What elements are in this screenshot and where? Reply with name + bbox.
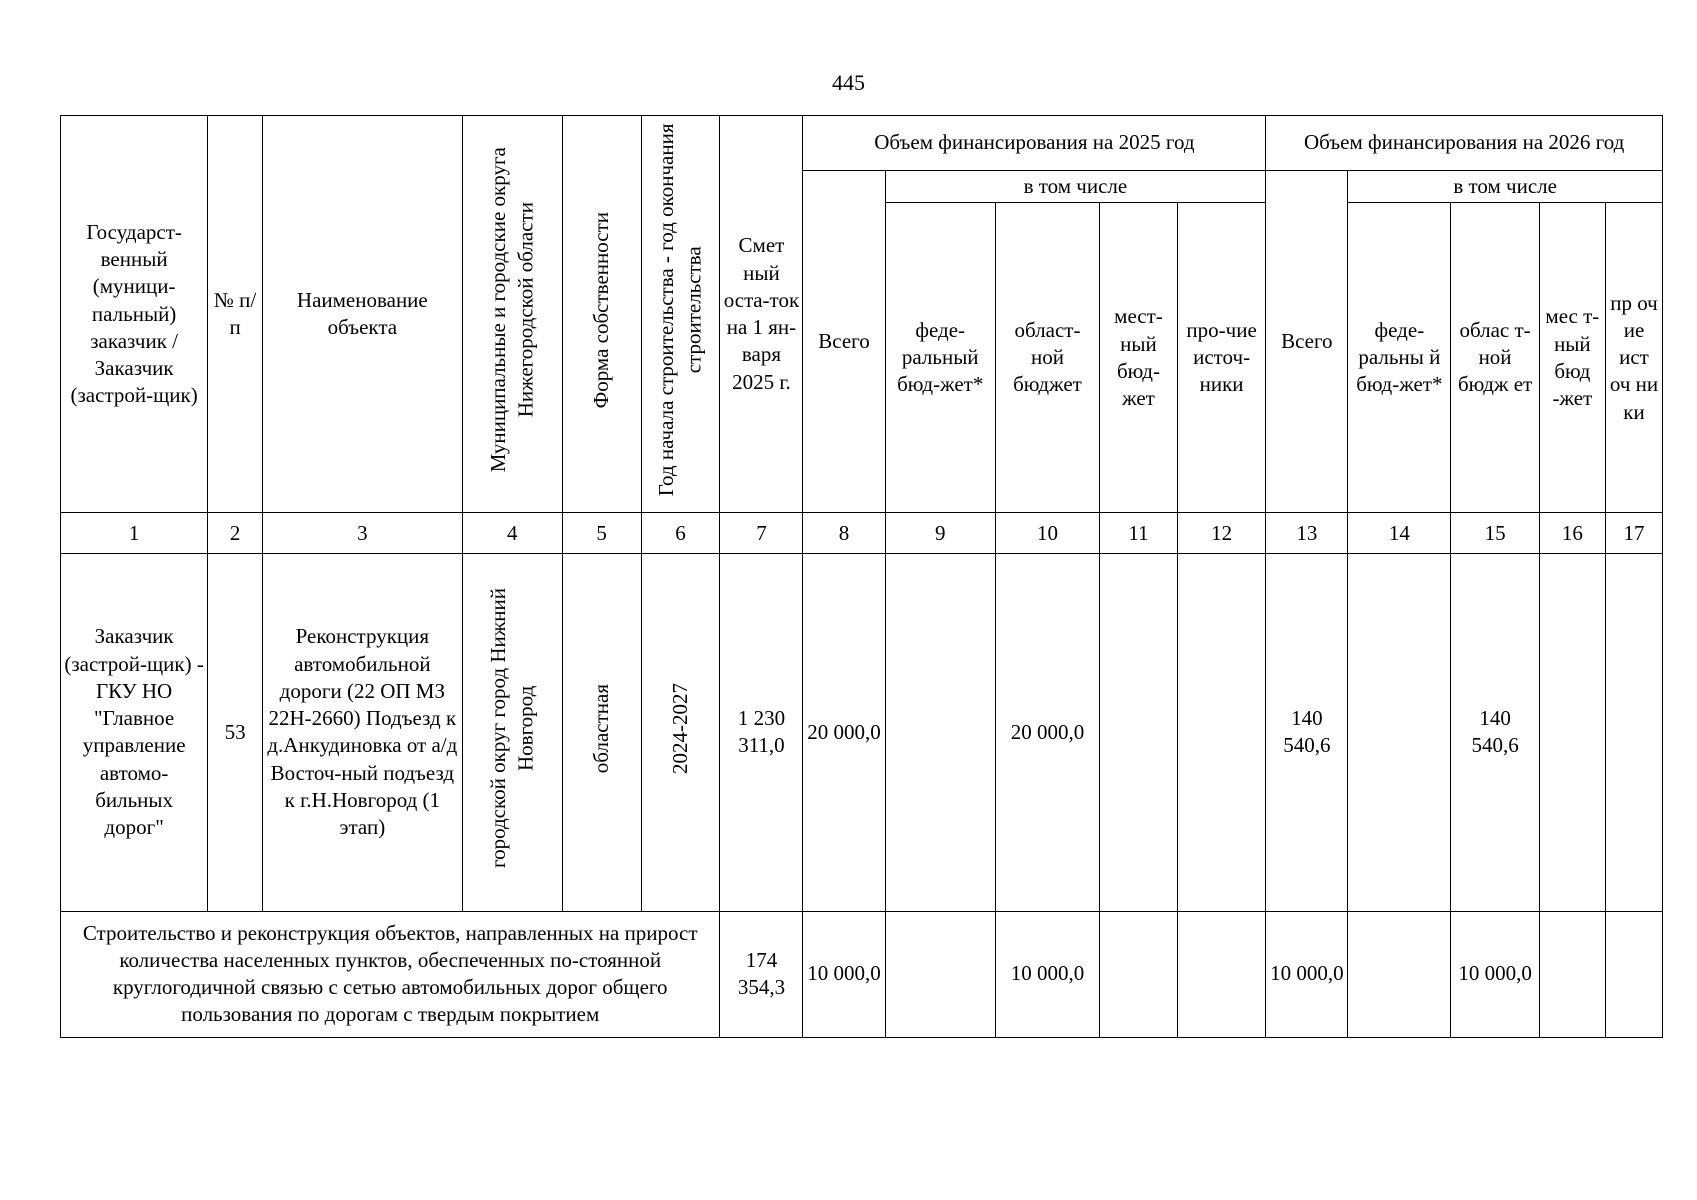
summary-other-2026 [1605, 911, 1662, 1037]
row-ownership-text: областная [588, 684, 613, 774]
column-number: 10 [995, 513, 1099, 554]
header-other-2026: пр оч ие ист оч ни ки [1605, 203, 1662, 513]
header-local-2025: мест-ный бюд-жет [1100, 203, 1178, 513]
header-federal-2026: феде-ральны й бюд-жет* [1348, 203, 1451, 513]
row-remainder: 1 230 311,0 [720, 554, 803, 911]
header-object-name: Наименование объекта [262, 116, 462, 513]
row-num: 53 [208, 554, 263, 911]
header-financing-2025: Объем финансирования на 2025 год [803, 116, 1266, 171]
row-regional-2025: 20 000,0 [995, 554, 1099, 911]
row-years [641, 554, 720, 911]
column-number-row [61, 513, 1663, 554]
row-other-2026 [1605, 554, 1662, 911]
header-years [641, 116, 720, 513]
summary-federal-2025 [885, 911, 995, 1037]
summary-federal-2026 [1348, 911, 1451, 1037]
header-row-1 [61, 116, 1663, 171]
column-number: 12 [1177, 513, 1265, 554]
header-local-2026: мес т-ный бюд -жет [1539, 203, 1605, 513]
header-financing-2026: Объем финансирования на 2026 год [1266, 116, 1663, 171]
summary-remainder: 174 354,3 [720, 911, 803, 1037]
row-ownership [562, 554, 641, 911]
row-total-2025: 20 000,0 [803, 554, 885, 911]
row-years-text: 2024-2027 [667, 683, 692, 775]
column-number: 15 [1451, 513, 1539, 554]
summary-local-2025 [1100, 911, 1178, 1037]
column-number: 16 [1539, 513, 1605, 554]
column-number: 4 [462, 513, 562, 554]
column-number: 8 [803, 513, 885, 554]
row-total-2026: 140 540,6 [1266, 554, 1348, 911]
column-number: 3 [262, 513, 462, 554]
column-number: 7 [720, 513, 803, 554]
table-row [61, 554, 1663, 911]
header-remainder: Смет ный остa-ток на 1 ян-варя 2025 г. [720, 116, 803, 513]
column-number: 13 [1266, 513, 1348, 554]
summary-other-2025 [1177, 911, 1265, 1037]
header-municipality [462, 116, 562, 513]
row-regional-2026: 140 540,6 [1451, 554, 1539, 911]
summary-regional-2026: 10 000,0 [1451, 911, 1539, 1037]
header-ownership [562, 116, 641, 513]
header-ownership-text: Форма собственности [588, 212, 613, 409]
row-other-2025 [1177, 554, 1265, 911]
column-number: 2 [208, 513, 263, 554]
column-number: 17 [1605, 513, 1662, 554]
row-local-2025 [1100, 554, 1178, 911]
header-other-2025: про-чие источ-ники [1177, 203, 1265, 513]
page-number: 445 [832, 70, 865, 95]
header-municipality-text: Муниципальные и городские округа Нижегородской области [485, 147, 538, 474]
summary-local-2026 [1539, 911, 1605, 1037]
column-number: 11 [1100, 513, 1178, 554]
column-number: 6 [641, 513, 720, 554]
row-object-name: Реконструкция автомобильной дороги (22 ОП МЗ 22Н-2660) Подъезд к д.Анкудиновка от а/д Восточ-ный подъезд к г.Н.Новгород (1 этап) [262, 554, 462, 911]
header-regional-2025: област-ной бюджет [995, 203, 1099, 513]
header-total-2025: Всего [803, 171, 885, 513]
header-customer: Государст-венный (муници-пальный) заказчик / Заказчик (застрой-щик) [61, 116, 208, 513]
row-federal-2025 [885, 554, 995, 911]
row-municipality [462, 554, 562, 911]
row-local-2026 [1539, 554, 1605, 911]
header-num: № п/п [208, 116, 263, 513]
summary-total-2026: 10 000,0 [1266, 911, 1348, 1037]
header-total-2026: Всего [1266, 171, 1348, 513]
row-federal-2026 [1348, 554, 1451, 911]
header-federal-2025: феде-ральный бюд-жет* [885, 203, 995, 513]
header-regional-2026: облас т-ной бюдж ет [1451, 203, 1539, 513]
row-municipality-text: городской округ город Нижний Новгород [485, 588, 538, 869]
header-including-2025: в том числе [885, 171, 1266, 203]
header-years-text: Год начала строительства - год окончания строительства [654, 124, 706, 497]
summary-row [61, 911, 1663, 1037]
column-number: 14 [1348, 513, 1451, 554]
summary-label: Строительство и реконструкция объектов, направленных на прирост количества населенных пунктов, обеспеченных по-стоянной круглогодичной связью с сетью автомобильных дорог общего пользования по дорогам с твердым покрытием [61, 911, 720, 1037]
row-customer: Заказчик (застрой-щик) - ГКУ НО "Главное управление автомо-бильных дорог" [61, 554, 208, 911]
column-number: 1 [61, 513, 208, 554]
column-number: 9 [885, 513, 995, 554]
column-number: 5 [562, 513, 641, 554]
financing-table [60, 115, 1663, 1038]
header-including-2026: в том числе [1348, 171, 1663, 203]
summary-total-2025: 10 000,0 [803, 911, 885, 1037]
summary-regional-2025: 10 000,0 [995, 911, 1099, 1037]
